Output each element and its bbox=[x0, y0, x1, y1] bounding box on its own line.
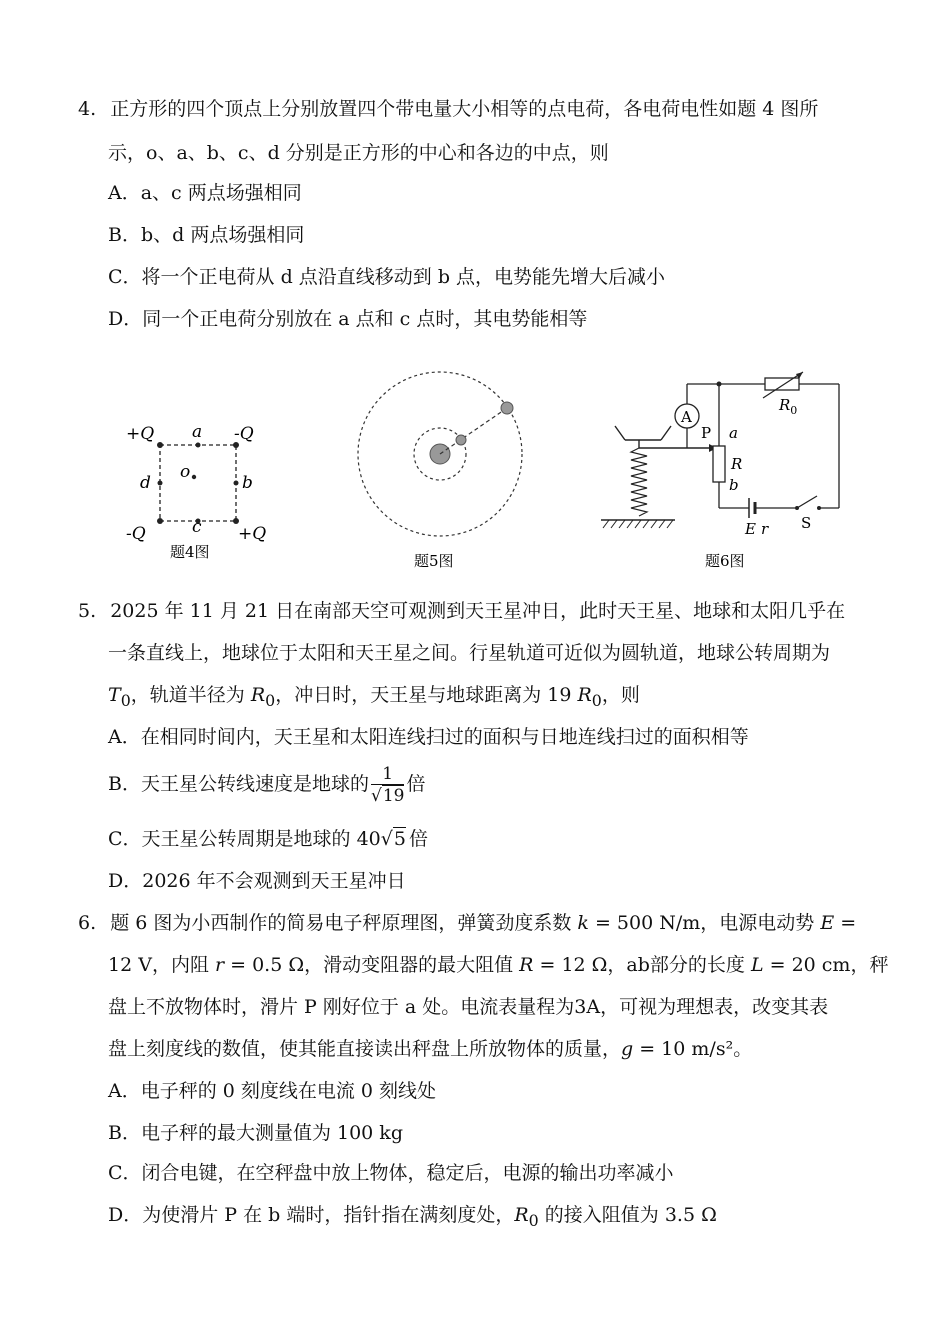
label-e: E bbox=[745, 520, 756, 538]
uranus-icon bbox=[501, 402, 513, 414]
q4-stem-line-2: 示，o、a、b、c、d 分别是正方形的中心和各边的中点，则 bbox=[108, 142, 609, 164]
figure-4-square-charges bbox=[118, 415, 278, 575]
q4-option-a: A．a、c 两点场强相同 bbox=[108, 182, 302, 204]
q5-stem-line-3: $T_0$，轨道半径为 $R_0$，冲日时，天王星与地球距离为 19 $R_0$，则 bbox=[108, 684, 640, 710]
figure-5-caption: 题5图 bbox=[414, 552, 454, 570]
q6-option-c: C．闭合电键，在空秤盘中放上物体，稳定后，电源的输出功率减小 bbox=[108, 1162, 674, 1184]
figure-4-caption: 题4图 bbox=[170, 543, 210, 561]
pan-left-edge bbox=[615, 426, 625, 440]
q4-option-d: D．同一个正电荷分别放在 a 点和 c 点时，其电势能相等 bbox=[108, 308, 588, 330]
q6-option-b: B．电子秤的最大测量值为 100 kg bbox=[108, 1122, 403, 1144]
rheostat-r-icon bbox=[713, 446, 725, 482]
q6-stem-line-2: 12 V，内阻 r = 0.5 Ω，滑动变阻器的最大阻值 R = 12 Ω，ab部分的长度 L = 20 cm，秤 bbox=[108, 954, 889, 976]
label-b: b bbox=[729, 476, 739, 494]
label-s: S bbox=[801, 514, 812, 532]
figure-6-electronic-scale-circuit bbox=[595, 370, 855, 580]
figure-5-orbits bbox=[350, 370, 530, 580]
q4-option-c: C．将一个正电荷从 d 点沿直线移动到 b 点，电势能先增大后减小 bbox=[108, 266, 666, 288]
resistor-r0-icon bbox=[765, 378, 799, 390]
q5-number: 5. bbox=[78, 600, 97, 622]
q5-option-c: C．天王星公转周期是地球的 40√5 倍 bbox=[108, 828, 428, 850]
q6-number: 6. bbox=[78, 912, 97, 934]
label-r0: $R_0$ bbox=[779, 396, 798, 417]
q6-stem-line-3: 盘上不放物体时，滑片 P 刚好位于 a 处。电流表量程为3A，可视为理想表，改变其表 bbox=[108, 996, 829, 1018]
q5-stem-line-2: 一条直线上，地球位于太阳和天王星之间。行星轨道可近似为圆轨道，地球公转周期为 bbox=[108, 642, 831, 664]
point-d-dot bbox=[158, 481, 163, 486]
point-o-dot bbox=[192, 475, 196, 479]
label-bottom-right-charge: +Q bbox=[238, 524, 267, 544]
label-b: b bbox=[242, 473, 253, 493]
fraction-1-over-sqrt19: $\frac{1}{√19}$ bbox=[370, 763, 405, 806]
q4-stem-text-1: 正方形的四个顶点上分别放置四个带电量大小相等的点电荷，各电荷电性如题 4 图所 bbox=[110, 98, 819, 120]
label-a: a bbox=[729, 424, 738, 442]
label-rheostat-r: R bbox=[731, 455, 743, 473]
point-b-dot bbox=[234, 481, 239, 486]
point-a-dot bbox=[196, 443, 201, 448]
ground-hatch bbox=[603, 520, 673, 528]
label-o: o bbox=[180, 462, 191, 482]
dashed-square bbox=[160, 445, 236, 521]
pan-right-edge bbox=[661, 426, 671, 440]
q6-stem-line-1: 6. 题 6 图为小西制作的简易电子秤原理图，弹簧劲度系数 k = 500 N/m，电源电动势 E = bbox=[78, 912, 857, 934]
spring-icon bbox=[631, 448, 647, 516]
earth-icon bbox=[456, 435, 466, 445]
label-top-right-charge: -Q bbox=[234, 424, 254, 444]
q4-stem-line-1 bbox=[78, 96, 818, 122]
charge-bottom-left-dot bbox=[157, 518, 163, 524]
q4-option-b: B．b、d 两点场强相同 bbox=[108, 224, 305, 246]
q5-option-b: B．天王星公转线速度是地球的 $\frac{1}{√19}$ 倍 bbox=[108, 763, 426, 806]
figure-6-caption: 题6图 bbox=[705, 552, 745, 570]
sun-earth-uranus-line bbox=[440, 408, 507, 454]
q5-option-d: D．2026 年不会观测到天王星冲日 bbox=[108, 870, 406, 892]
q6-stem-line-4: 盘上刻度线的数值，使其能直接读出秤盘上所放物体的质量，g = 10 m/s²。 bbox=[108, 1038, 753, 1060]
label-c: c bbox=[192, 517, 202, 537]
q5-stem-line-1 bbox=[78, 598, 845, 624]
charge-top-left-dot bbox=[157, 442, 163, 448]
q6-option-d: D．为使滑片 P 在 b 端时，指针指在满刻度处，$R_0$ 的接入阻值为 3.5 Ω bbox=[108, 1204, 717, 1230]
ammeter-label: A bbox=[681, 408, 692, 426]
label-bottom-left-charge: -Q bbox=[126, 524, 146, 544]
q5-stem-text-1: 2025 年 11 月 21 日在南部天空可观测到天王星冲日，此时天王星、地球和太阳几乎在 bbox=[110, 600, 846, 622]
label-d: d bbox=[140, 473, 151, 493]
label-a: a bbox=[192, 422, 203, 442]
label-top-left-charge: +Q bbox=[126, 424, 155, 444]
switch-blade bbox=[797, 496, 817, 508]
label-r: r bbox=[761, 520, 769, 538]
q6-option-a: A．电子秤的 0 刻度线在电流 0 刻线处 bbox=[108, 1080, 437, 1102]
label-p: P bbox=[701, 424, 712, 442]
q5-option-a: A．在相同时间内，天王星和太阳连线扫过的面积与日地连线扫过的面积相等 bbox=[108, 726, 749, 748]
q4-number: 4. bbox=[78, 98, 97, 120]
